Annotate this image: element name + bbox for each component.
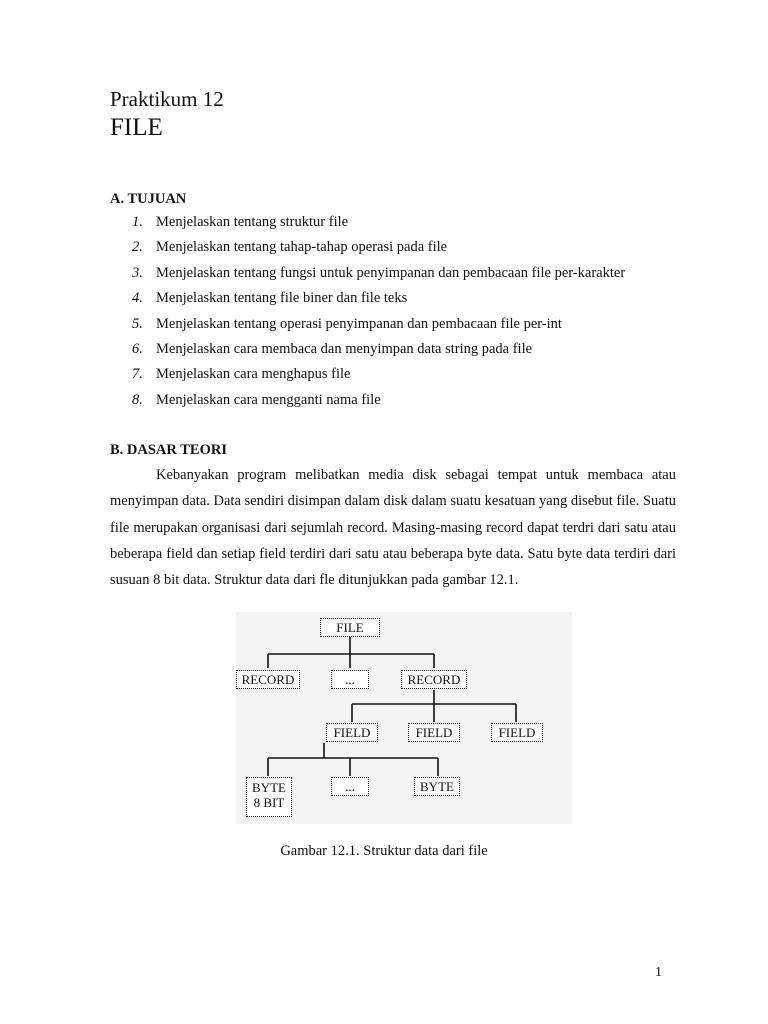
node-field-3: FIELD (491, 723, 543, 742)
list-item (110, 212, 690, 237)
list-item-number: 8. (132, 391, 143, 408)
list-item (110, 364, 690, 389)
list-item (110, 288, 690, 313)
node-field-1: FIELD (326, 723, 378, 742)
list-item-text: Menjelaskan tentang file biner dan file teks (156, 290, 408, 307)
section-heading-dasar-teori: B. DASAR TEORI (110, 442, 227, 458)
list-item-text: Menjelaskan tentang operasi penyimpanan dan pembacaan file per-int (156, 315, 562, 332)
list-item-number: 1. (132, 214, 143, 230)
node-ellipsis-1: ... (331, 670, 369, 689)
list-item-text: Menjelaskan cara membaca dan menyimpan data string pada file (156, 340, 533, 357)
node-byte-right: BYTE (414, 777, 460, 796)
list-item-text: Menjelaskan tentang fungsi untuk penyimpanan dan pembacaan file per-karakter (156, 264, 626, 281)
list-item (110, 390, 690, 415)
list-item-number: 4. (132, 290, 143, 307)
section-heading-tujuan: A. TUJUAN (110, 191, 187, 207)
theory-paragraph: Kebanyakan program melibatkan media disk sebagai tempat untuk membaca atau menyimpan data. Data sendiri disimpan dalam disk dalam suatu kesatuan yang disebut file. Suatu file merupakan organisasi dari sejumlah record. Masing-masing record dapat terdri dari satu atau beberapa field dan setiap field terdiri dari satu atau beberapa byte data. Satu byte data terdiri dari susuan 8 bit data. Struktur data dari fle ditunjukkan pada gambar 12.1. (110, 467, 676, 589)
page-number: 1 (655, 965, 662, 980)
node-8bit-label: 8 BIT (253, 795, 285, 810)
list-item (110, 237, 690, 262)
list-item-text: Menjelaskan cara mengganti nama file (156, 391, 381, 408)
document-title: Praktikum 12 (110, 87, 224, 111)
file-structure-diagram (236, 612, 572, 824)
node-record-right: RECORD (401, 670, 467, 689)
list-item-number: 2. (132, 239, 143, 256)
node-byte-label: BYTE (252, 780, 286, 795)
list-item (110, 263, 690, 288)
list-item-number: 7. (132, 366, 143, 383)
list-item-number: 6. (132, 340, 143, 357)
node-file: FILE (320, 618, 380, 637)
node-byte-8bit (246, 777, 292, 817)
node-ellipsis-2: ... (331, 777, 369, 796)
objectives-list (110, 212, 690, 415)
list-item (110, 314, 690, 339)
list-item-text: Menjelaskan tentang struktur file (156, 214, 349, 230)
node-field-2: FIELD (408, 723, 460, 742)
list-item (110, 339, 690, 364)
figure-caption: Gambar 12.1. Struktur data dari file (280, 843, 488, 859)
list-item-text: Menjelaskan tentang tahap-tahap operasi pada file (156, 239, 448, 256)
list-item-text: Menjelaskan cara menghapus file (156, 366, 351, 383)
list-item-number: 3. (132, 264, 143, 281)
list-item-number: 5. (132, 315, 143, 332)
node-record-left: RECORD (236, 670, 300, 689)
document-subtitle: FILE (110, 114, 163, 141)
